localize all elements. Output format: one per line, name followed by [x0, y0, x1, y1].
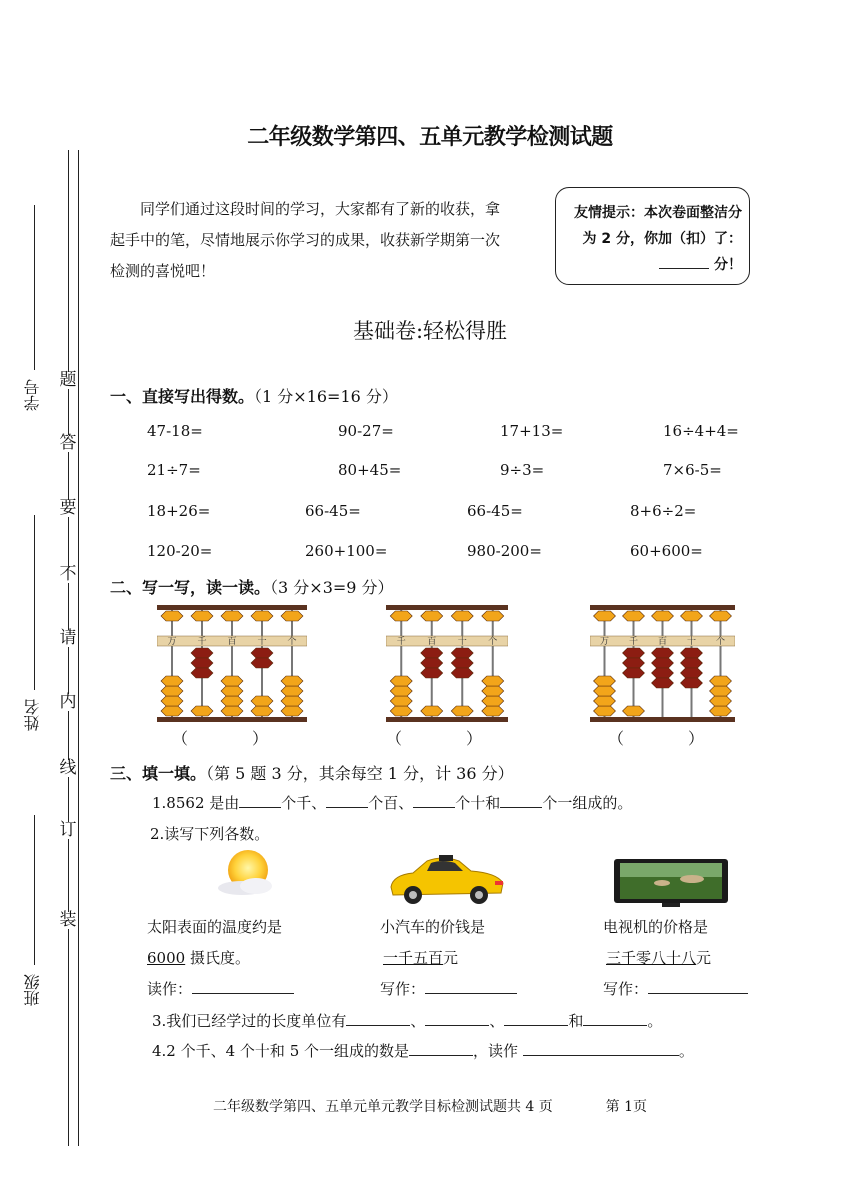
place-label: 个	[287, 637, 297, 647]
abacus-bead	[482, 696, 504, 706]
section3-score: （第 5 题 3 分，其余每空 1 分，计 36 分）	[206, 764, 514, 783]
abacus-bead	[451, 706, 473, 716]
place-label: 千	[396, 637, 406, 647]
toy-car-icon	[383, 853, 509, 905]
abacus-bead	[681, 678, 703, 688]
section3-title: 三、填一填。	[110, 764, 207, 783]
abacus-bead	[421, 611, 443, 621]
abacus-bead	[710, 696, 732, 706]
abacus-bead	[681, 648, 703, 658]
q4-text: ，读作	[473, 1042, 519, 1060]
tip-box	[555, 187, 750, 285]
student-id-field	[22, 205, 46, 420]
place-label: 千	[628, 637, 639, 647]
place-label: 百	[227, 637, 237, 647]
warning-char: 题	[59, 370, 77, 390]
binding-line-inner	[78, 150, 79, 1146]
abacus-bead	[710, 676, 732, 686]
question-4	[152, 1040, 694, 1061]
abacus-bead	[421, 648, 443, 658]
q1-text: 个百、	[368, 794, 414, 812]
abacus-bead	[594, 676, 616, 686]
abacus-bead	[191, 611, 213, 621]
arithmetic-problem: 980-200=	[467, 542, 542, 560]
abacus-bead	[161, 686, 183, 696]
abacus-answer-1[interactable]: （ ）	[172, 729, 269, 748]
student-name-blank[interactable]	[34, 515, 35, 690]
abacus-bead	[390, 686, 412, 696]
sun-item-value	[147, 947, 250, 968]
car-number: 一千五百	[383, 949, 444, 967]
section1-score: （1 分×16=16 分）	[254, 387, 398, 406]
q3-blank-1[interactable]	[346, 1011, 410, 1026]
abacus-bead	[281, 696, 303, 706]
television-icon	[612, 857, 730, 909]
abacus-bead	[451, 658, 473, 668]
abacus-bead	[281, 686, 303, 696]
abacus-bead	[281, 676, 303, 686]
q4-read-blank[interactable]	[523, 1041, 679, 1056]
section2-title: 二、写一写，读一读。	[110, 578, 271, 597]
abacus-bead	[251, 706, 273, 716]
abacus-bead	[710, 611, 732, 621]
arithmetic-problem: 66-45=	[467, 502, 523, 520]
tip-prefix: 友情提示：本次卷面整洁分为 2 分，你加（扣）了：	[574, 205, 742, 247]
intro-text: 同学们通过这段时间的学习，大家都有了新的收获，拿起手中的笔，尽情地展示你学习的成果，收获新学期第一次检测的喜悦吧！	[110, 200, 501, 280]
q1-blank-tens[interactable]	[413, 793, 455, 808]
q3-text: 、	[410, 1012, 426, 1030]
abacus-bead	[221, 706, 243, 716]
abacus-bead	[594, 686, 616, 696]
q1-text: 1.8562 是由	[152, 794, 240, 812]
tv-write-row	[603, 978, 748, 999]
section-subtitle: 基础卷:轻松得胜	[352, 319, 508, 343]
abacus-bead	[482, 706, 504, 716]
abacus-answer-2[interactable]: （ ）	[386, 729, 483, 748]
sun-read-row	[147, 978, 294, 999]
class-blank[interactable]	[34, 815, 35, 965]
tip-text	[566, 200, 742, 278]
arithmetic-problem: 18+26=	[147, 502, 211, 520]
arithmetic-problem: 60+600=	[630, 542, 703, 560]
sun-icon	[212, 848, 282, 896]
arithmetic-problem: 9÷3=	[500, 461, 545, 479]
place-label: 百	[427, 637, 437, 647]
abacus-2	[386, 603, 508, 725]
question-1	[152, 792, 632, 813]
arithmetic-problem: 120-20=	[147, 542, 213, 560]
student-id-label: 学号	[23, 379, 42, 411]
abacus-bead	[623, 611, 645, 621]
place-label: 万	[167, 637, 177, 647]
abacus-bead	[482, 611, 504, 621]
q3-text: 。	[647, 1012, 663, 1030]
warning-char: 答	[59, 433, 77, 453]
tv-unit: 元	[696, 949, 712, 967]
q3-text: 、	[489, 1012, 505, 1030]
arithmetic-problem: 8+6÷2=	[630, 502, 697, 520]
section3-heading	[110, 761, 514, 784]
abacus-bead	[390, 611, 412, 621]
q4-text: 。	[678, 1042, 694, 1060]
tv-number: 三千零八十八	[606, 949, 697, 967]
abacus-bead	[451, 668, 473, 678]
arithmetic-problem: 260+100=	[305, 542, 388, 560]
abacus-bead	[161, 611, 183, 621]
question-2: 2.读写下列各数。	[150, 825, 270, 843]
arithmetic-problem: 47-18=	[147, 422, 203, 440]
warning-char: 订	[59, 820, 77, 840]
abacus-bead	[652, 648, 674, 658]
car-write-row	[380, 978, 517, 999]
abacus-bead	[652, 658, 674, 668]
abacus-bead	[421, 668, 443, 678]
abacus-answer-3[interactable]: （ ）	[608, 729, 705, 748]
q1-blank-thousands[interactable]	[239, 793, 281, 808]
tv-item-text: 电视机的价格是	[603, 918, 709, 936]
place-label: 百	[657, 637, 668, 647]
abacus-bead	[251, 658, 273, 668]
q1-text: 个千、	[281, 794, 327, 812]
abacus-bead	[710, 686, 732, 696]
q1-blank-ones[interactable]	[500, 793, 542, 808]
abacus-bead	[421, 658, 443, 668]
abacus-bead	[482, 676, 504, 686]
q3-blank-2[interactable]	[425, 1011, 489, 1026]
abacus-bead	[623, 658, 645, 668]
tip-score-blank[interactable]	[659, 253, 709, 269]
arithmetic-problem: 80+45=	[338, 461, 402, 479]
class-field	[22, 815, 46, 1015]
footer-text: 二年级数学第四、五单元单元教学目标检测试题共 4 页	[212, 1099, 553, 1115]
arithmetic-problem: 90-27=	[338, 422, 394, 440]
abacus-bead	[710, 706, 732, 716]
abacus-bead	[251, 611, 273, 621]
page-number: 第 1页	[605, 1099, 648, 1115]
sun-read-blank[interactable]	[192, 979, 294, 994]
car-unit: 元	[443, 949, 459, 967]
arithmetic-problem: 7×6-5=	[663, 461, 722, 479]
abacus-bead	[281, 611, 303, 621]
abacus-bead	[594, 706, 616, 716]
abacus-bead	[652, 668, 674, 678]
car-write-blank[interactable]	[425, 979, 517, 994]
student-name-field	[22, 515, 46, 740]
section2-score: （3 分×3=9 分）	[270, 578, 394, 597]
arithmetic-problem: 17+13=	[500, 422, 564, 440]
place-label: 十	[257, 637, 267, 647]
abacus-bead	[594, 611, 616, 621]
abacus-bead	[681, 611, 703, 621]
abacus-bead	[451, 648, 473, 658]
warning-char: 不	[59, 564, 77, 584]
sun-number: 6000	[147, 949, 186, 967]
abacus-bead	[482, 686, 504, 696]
write-label: 写作：	[380, 980, 426, 998]
abacus-bead	[191, 668, 213, 678]
abacus-bead	[191, 706, 213, 716]
tv-write-blank[interactable]	[648, 979, 748, 994]
sun-unit: 摄氏度。	[185, 949, 250, 967]
student-name-label: 姓名	[23, 699, 42, 731]
place-label: 十	[457, 637, 467, 647]
q4-text: 4.2 个千、4 个十和 5 个一组成的数是	[152, 1042, 410, 1060]
abacus-bead	[390, 706, 412, 716]
sun-item-text: 太阳表面的温度约是	[147, 918, 283, 936]
warning-char: 请	[59, 628, 77, 648]
q3-text: 3.我们已经学过的长度单位有	[152, 1012, 347, 1030]
question-3	[152, 1010, 662, 1031]
warning-char: 要	[59, 498, 77, 518]
abacus-bead	[191, 648, 213, 658]
abacus-bead	[221, 676, 243, 686]
tip-suffix: 分！	[709, 257, 742, 273]
abacus-bead	[390, 696, 412, 706]
q3-blank-4[interactable]	[583, 1011, 647, 1026]
abacus-bead	[161, 706, 183, 716]
q1-text: 个十和	[455, 794, 501, 812]
abacus-bead	[681, 668, 703, 678]
place-label: 十	[686, 637, 697, 647]
place-label: 个	[715, 637, 726, 647]
car-item-text: 小汽车的价钱是	[380, 918, 486, 936]
abacus-1	[157, 603, 307, 725]
arithmetic-problem: 16÷4+4=	[663, 422, 739, 440]
abacus-bead	[681, 658, 703, 668]
q1-text: 个一组成的。	[542, 794, 633, 812]
tv-item-value	[606, 947, 711, 968]
abacus-bead	[623, 706, 645, 716]
q4-number-blank[interactable]	[409, 1041, 473, 1056]
read-label: 读作：	[147, 980, 193, 998]
arithmetic-problem: 21÷7=	[147, 461, 201, 479]
q3-text: 和	[568, 1012, 584, 1030]
section1-title: 一、直接写出得数。	[110, 387, 255, 406]
abacus-bead	[191, 658, 213, 668]
student-id-blank[interactable]	[34, 205, 35, 370]
section2-heading	[110, 575, 394, 598]
abacus-bead	[161, 676, 183, 686]
abacus-bead	[281, 706, 303, 716]
warning-char: 线	[59, 758, 77, 778]
warning-char: 内	[59, 692, 77, 712]
page-title: 二年级数学第四、五单元教学检测试题	[247, 125, 613, 150]
car-item-value	[383, 947, 458, 968]
place-label: 万	[599, 637, 610, 647]
warning-char: 装	[59, 910, 77, 930]
section1-heading	[110, 384, 398, 407]
abacus-bead	[652, 678, 674, 688]
abacus-bead	[221, 611, 243, 621]
class-label: 班级	[23, 974, 42, 1006]
place-label: 千	[197, 637, 207, 647]
abacus-bead	[451, 611, 473, 621]
abacus-bead	[421, 706, 443, 716]
binding-line-outer	[68, 150, 69, 1146]
abacus-bead	[594, 696, 616, 706]
abacus-bead	[221, 686, 243, 696]
abacus-bead	[623, 668, 645, 678]
abacus-bead	[161, 696, 183, 706]
abacus-bead	[251, 648, 273, 658]
write-label: 写作：	[603, 980, 649, 998]
q1-blank-hundreds[interactable]	[326, 793, 368, 808]
arithmetic-problem: 66-45=	[305, 502, 361, 520]
abacus-bead	[221, 696, 243, 706]
abacus-bead	[251, 696, 273, 706]
place-label: 个	[488, 637, 498, 647]
abacus-bead	[390, 676, 412, 686]
abacus-bead	[623, 648, 645, 658]
page-footer	[0, 1096, 860, 1116]
abacus-3	[590, 603, 735, 725]
q3-blank-3[interactable]	[504, 1011, 568, 1026]
abacus-bead	[652, 611, 674, 621]
